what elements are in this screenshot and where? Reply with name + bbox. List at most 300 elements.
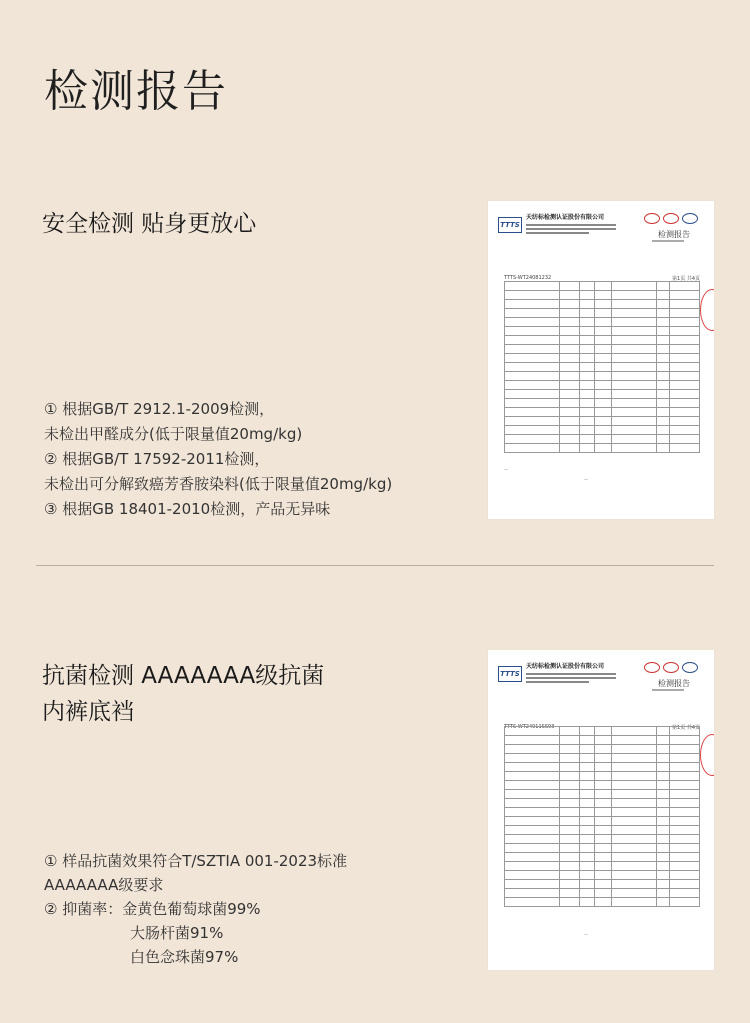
- report-table-row: [505, 745, 700, 754]
- report-table-cell: [560, 282, 580, 291]
- report-table-cell: [657, 417, 670, 426]
- report-table-cell: [657, 871, 670, 880]
- report-table-cell: [594, 309, 611, 318]
- report-table-cell: [669, 889, 699, 898]
- report-table-cell: [657, 318, 670, 327]
- report-table-cell: [505, 853, 560, 862]
- report-table-cell: [560, 309, 580, 318]
- report-table-cell: [560, 399, 580, 408]
- list-item: AAAAAAA级要求: [44, 876, 164, 894]
- report-table-cell: [594, 354, 611, 363]
- report-table-row: [505, 754, 700, 763]
- report-table-cell: [612, 889, 657, 898]
- report-table-cell: [594, 898, 611, 907]
- report-table-cell: [612, 417, 657, 426]
- report-table-cell: [669, 444, 699, 453]
- list-item: ① 样品抗菌效果符合T/SZTIA 001-2023标准: [44, 852, 348, 870]
- table-footnote: —: [504, 467, 508, 472]
- report-table-cell: [669, 318, 699, 327]
- report-table-cell: [612, 763, 657, 772]
- report-table-cell: [579, 745, 594, 754]
- report-table-cell: [505, 444, 560, 453]
- report-table-cell: [505, 426, 560, 435]
- report-table-cell: [657, 781, 670, 790]
- report-table-cell: [579, 300, 594, 309]
- report-table-cell: [612, 826, 657, 835]
- report-table-cell: [560, 853, 580, 862]
- report-table-cell: [505, 772, 560, 781]
- report-table-cell: [505, 736, 560, 745]
- report-table-cell: [657, 844, 670, 853]
- report-table-cell: [669, 309, 699, 318]
- report-table-cell: [579, 853, 594, 862]
- report-table-cell: [505, 381, 560, 390]
- report-table-cell: [560, 727, 580, 736]
- report-table-cell: [505, 372, 560, 381]
- report-table-row: [505, 426, 700, 435]
- report-table-cell: [657, 309, 670, 318]
- report-table-cell: [594, 408, 611, 417]
- seal-stamp: [700, 289, 714, 331]
- report-table-row: [505, 736, 700, 745]
- report-table-cell: [505, 763, 560, 772]
- report-table-cell: [594, 417, 611, 426]
- report-table-cell: [594, 336, 611, 345]
- table-end-mark: —: [584, 477, 588, 482]
- report-table-cell: [594, 327, 611, 336]
- report-table-cell: [505, 745, 560, 754]
- report-table-cell: [560, 372, 580, 381]
- report-table-cell: [505, 345, 560, 354]
- report-table-cell: [594, 790, 611, 799]
- report-table-cell: [612, 871, 657, 880]
- report-table-cell: [560, 417, 580, 426]
- report-table-row: [505, 790, 700, 799]
- report-table-row: [505, 435, 700, 444]
- report-title: 检测报告: [658, 679, 690, 688]
- report-table-cell: [560, 763, 580, 772]
- report-table-cell: [505, 880, 560, 889]
- report-table-cell: [594, 817, 611, 826]
- report-table-cell: [594, 853, 611, 862]
- report-table-cell: [669, 853, 699, 862]
- report-table-cell: [657, 363, 670, 372]
- report-table-cell: [657, 835, 670, 844]
- report-table-cell: [560, 745, 580, 754]
- report-table-cell: [612, 799, 657, 808]
- report-table-cell: [560, 300, 580, 309]
- report-table-cell: [669, 880, 699, 889]
- section2-list: [44, 849, 347, 969]
- report-table-cell: [560, 363, 580, 372]
- report-table-cell: [612, 381, 657, 390]
- report-table-cell: [579, 417, 594, 426]
- report-table-cell: [594, 399, 611, 408]
- report-table-row: [505, 880, 700, 889]
- report-table-cell: [560, 799, 580, 808]
- report-table-cell: [579, 345, 594, 354]
- report-table-cell: [505, 354, 560, 363]
- report-table-row: [505, 772, 700, 781]
- report-table-cell: [505, 790, 560, 799]
- report-table-cell: [612, 336, 657, 345]
- report-table-cell: [669, 408, 699, 417]
- report-table-cell: [560, 435, 580, 444]
- report-table-cell: [579, 354, 594, 363]
- report-table-cell: [669, 291, 699, 300]
- report-table-cell: [657, 826, 670, 835]
- report-table-cell: [669, 898, 699, 907]
- report-table-cell: [669, 727, 699, 736]
- report-number: TTTS-WT24081232: [504, 275, 552, 281]
- report-table-cell: [612, 736, 657, 745]
- report-table-cell: [594, 799, 611, 808]
- report-table-cell: [579, 727, 594, 736]
- report-table-cell: [505, 799, 560, 808]
- report-table-cell: [579, 871, 594, 880]
- report-table-cell: [657, 898, 670, 907]
- report-table-cell: [579, 817, 594, 826]
- report-table-cell: [612, 282, 657, 291]
- report-table-cell: [612, 318, 657, 327]
- report-table-row: [505, 808, 700, 817]
- seal-stamp: [700, 734, 714, 776]
- report-table-cell: [657, 754, 670, 763]
- report-table-cell: [505, 808, 560, 817]
- report-table-cell: [657, 889, 670, 898]
- report-table-cell: [669, 327, 699, 336]
- report-table-cell: [579, 763, 594, 772]
- report-table-cell: [612, 291, 657, 300]
- page-number: 第1页 共4页: [672, 725, 700, 731]
- report-table-row: [505, 826, 700, 835]
- report-table-cell: [505, 318, 560, 327]
- report-table-row: [505, 835, 700, 844]
- report-title: 检测报告: [658, 230, 690, 239]
- report-table-cell: [505, 408, 560, 417]
- report-table-cell: [657, 426, 670, 435]
- report-table-cell: [657, 444, 670, 453]
- report-table-cell: [594, 871, 611, 880]
- report-table-cell: [594, 835, 611, 844]
- report-table-cell: [657, 381, 670, 390]
- report-table-cell: [657, 880, 670, 889]
- report-table-cell: [612, 772, 657, 781]
- report-table-row: [505, 408, 700, 417]
- report-table-cell: [594, 736, 611, 745]
- report-table-cell: [505, 727, 560, 736]
- report-table-cell: [669, 736, 699, 745]
- ttts-logo: TTTS: [498, 217, 522, 233]
- report-table-cell: [657, 808, 670, 817]
- report-subtitle-line: [652, 689, 684, 691]
- report-table-cell: [594, 844, 611, 853]
- list-item: 未检出甲醛成分(低于限量值20mg/kg): [44, 425, 303, 443]
- report-table-cell: [657, 354, 670, 363]
- report-table-cell: [579, 444, 594, 453]
- report-table-cell: [560, 826, 580, 835]
- report-table-cell: [505, 309, 560, 318]
- report-table-row: [505, 844, 700, 853]
- report-table-cell: [560, 835, 580, 844]
- page-number: 第1页 共4页: [672, 276, 700, 282]
- section1-list: [44, 397, 392, 522]
- report-table-cell: [657, 300, 670, 309]
- report-table-cell: [669, 300, 699, 309]
- report-table-row: [505, 363, 700, 372]
- report-table-cell: [594, 727, 611, 736]
- report-table: [504, 726, 700, 907]
- report-table-cell: [612, 300, 657, 309]
- report-table-cell: [579, 781, 594, 790]
- report-table-cell: [657, 790, 670, 799]
- report-table-cell: [669, 763, 699, 772]
- report-table-cell: [657, 336, 670, 345]
- report-table-cell: [612, 781, 657, 790]
- report-table-cell: [669, 790, 699, 799]
- report-table-cell: [657, 291, 670, 300]
- report-table-cell: [669, 754, 699, 763]
- report-table-cell: [669, 799, 699, 808]
- report-table-cell: [579, 799, 594, 808]
- report-table-cell: [594, 745, 611, 754]
- report-table-cell: [579, 309, 594, 318]
- report-table-cell: [657, 853, 670, 862]
- certification-badges: [644, 662, 698, 673]
- report-subtitle-line: [652, 240, 684, 242]
- report-table-row: [505, 417, 700, 426]
- report-table-cell: [594, 372, 611, 381]
- report-table-cell: [669, 336, 699, 345]
- report-table-cell: [579, 318, 594, 327]
- report-table-cell: [505, 781, 560, 790]
- report-table-cell: [560, 871, 580, 880]
- report-image-1: [488, 201, 714, 519]
- org-subtext: [526, 671, 616, 685]
- report-table-cell: [594, 889, 611, 898]
- report-table-cell: [594, 435, 611, 444]
- report-table-cell: [594, 282, 611, 291]
- list-item: 未检出可分解致癌芳香胺染料(低于限量值20mg/kg): [44, 475, 393, 493]
- report-table-cell: [657, 745, 670, 754]
- report-table-cell: [560, 336, 580, 345]
- report-table-cell: [669, 817, 699, 826]
- report-table-cell: [505, 826, 560, 835]
- report-table-cell: [505, 390, 560, 399]
- report-table-cell: [612, 363, 657, 372]
- report-table-cell: [669, 381, 699, 390]
- report-table-cell: [612, 444, 657, 453]
- list-item: ① 根据GB/T 2912.1-2009检测，: [44, 400, 275, 418]
- report-table-cell: [657, 736, 670, 745]
- report-table-cell: [669, 772, 699, 781]
- report-table-cell: [669, 363, 699, 372]
- table-end-mark: —: [584, 932, 588, 937]
- report-table-cell: [579, 835, 594, 844]
- report-table-cell: [594, 808, 611, 817]
- report-table-cell: [505, 399, 560, 408]
- report-table-cell: [579, 898, 594, 907]
- report-table-cell: [612, 327, 657, 336]
- report-table-cell: [612, 853, 657, 862]
- report-table-row: [505, 381, 700, 390]
- report-table-cell: [560, 772, 580, 781]
- report-table-cell: [669, 390, 699, 399]
- report-table-cell: [594, 390, 611, 399]
- report-table-cell: [612, 844, 657, 853]
- report-table-cell: [594, 862, 611, 871]
- report-table-cell: [505, 417, 560, 426]
- report-table-cell: [612, 790, 657, 799]
- org-name: 天纺标检测认证股份有限公司: [526, 663, 605, 670]
- report-table-cell: [560, 327, 580, 336]
- section2-heading-line2: 内裤底裆: [42, 699, 134, 725]
- report-table-cell: [579, 889, 594, 898]
- report-table-row: [505, 889, 700, 898]
- report-table-cell: [594, 426, 611, 435]
- report-table-cell: [579, 291, 594, 300]
- report-table-cell: [669, 426, 699, 435]
- report-table-cell: [669, 781, 699, 790]
- report-table-cell: [669, 826, 699, 835]
- report-table-cell: [669, 835, 699, 844]
- report-table-row: [505, 282, 700, 291]
- report-table-cell: [612, 754, 657, 763]
- report-table-row: [505, 817, 700, 826]
- report-table-cell: [505, 844, 560, 853]
- report-table-row: [505, 444, 700, 453]
- report-table-cell: [579, 772, 594, 781]
- report-table-cell: [657, 390, 670, 399]
- report-table-cell: [505, 817, 560, 826]
- report-table-cell: [560, 889, 580, 898]
- ttts-logo: TTTS: [498, 666, 522, 682]
- report-table-cell: [594, 781, 611, 790]
- report-table-cell: [612, 399, 657, 408]
- list-item: ② 根据GB/T 17592-2011检测，: [44, 450, 270, 468]
- report-table-cell: [612, 808, 657, 817]
- report-table-cell: [612, 898, 657, 907]
- report-table-cell: [560, 390, 580, 399]
- report-table-cell: [505, 300, 560, 309]
- report-table-cell: [579, 327, 594, 336]
- report-table-cell: [594, 772, 611, 781]
- report-table-cell: [657, 862, 670, 871]
- report-table-cell: [505, 363, 560, 372]
- report-table-cell: [669, 435, 699, 444]
- report-table-cell: [505, 835, 560, 844]
- report-table-cell: [669, 354, 699, 363]
- report-table-cell: [579, 363, 594, 372]
- report-table-cell: [594, 300, 611, 309]
- report-table-cell: [594, 318, 611, 327]
- report-table-cell: [612, 817, 657, 826]
- report-table-cell: [594, 754, 611, 763]
- report-table-cell: [505, 871, 560, 880]
- report-table-cell: [612, 435, 657, 444]
- report-table-row: [505, 327, 700, 336]
- report-table-row: [505, 399, 700, 408]
- report-table-cell: [612, 309, 657, 318]
- report-table-cell: [579, 754, 594, 763]
- report-table-cell: [560, 754, 580, 763]
- report-table-cell: [560, 345, 580, 354]
- report-table-cell: [612, 835, 657, 844]
- report-table-cell: [579, 390, 594, 399]
- report-table-cell: [579, 381, 594, 390]
- report-table-cell: [560, 790, 580, 799]
- report-table-cell: [505, 282, 560, 291]
- org-subtext: [526, 222, 616, 236]
- report-table-row: [505, 799, 700, 808]
- report-table-cell: [657, 727, 670, 736]
- report-table-cell: [669, 808, 699, 817]
- report-table-cell: [505, 889, 560, 898]
- report-table-cell: [560, 817, 580, 826]
- report-table-row: [505, 862, 700, 871]
- report-table-cell: [560, 880, 580, 889]
- report-table-cell: [579, 862, 594, 871]
- report-table-cell: [669, 372, 699, 381]
- report-table-row: [505, 372, 700, 381]
- report-table-cell: [657, 345, 670, 354]
- report-table-cell: [594, 291, 611, 300]
- report-table-cell: [579, 336, 594, 345]
- report-table-cell: [669, 862, 699, 871]
- report-table-cell: [669, 844, 699, 853]
- report-table-row: [505, 781, 700, 790]
- report-table-cell: [560, 318, 580, 327]
- certification-badges: [644, 213, 698, 224]
- report-table-cell: [579, 826, 594, 835]
- report-table-row: [505, 354, 700, 363]
- section1-heading: 安全检测 贴身更放心: [42, 211, 257, 237]
- report-table-cell: [560, 808, 580, 817]
- report-table-cell: [612, 345, 657, 354]
- report-table-cell: [657, 408, 670, 417]
- report-table-cell: [505, 898, 560, 907]
- report-table-row: [505, 309, 700, 318]
- page-title: 检测报告: [44, 66, 228, 117]
- report-table-cell: [657, 772, 670, 781]
- list-item: 大肠杆菌91%: [130, 924, 224, 942]
- report-table-cell: [505, 862, 560, 871]
- report-table-cell: [560, 844, 580, 853]
- report-table-cell: [505, 291, 560, 300]
- org-name: 天纺标检测认证股份有限公司: [526, 214, 605, 221]
- list-item: ② 抑菌率：金黄色葡萄球菌99%: [44, 900, 261, 918]
- list-item: ③ 根据GB 18401-2010检测，产品无异味: [44, 500, 331, 518]
- report-table-cell: [560, 781, 580, 790]
- report-table-cell: [579, 736, 594, 745]
- report-table-row: [505, 336, 700, 345]
- report-table-row: [505, 763, 700, 772]
- report-table-cell: [579, 808, 594, 817]
- section-divider: [36, 565, 714, 566]
- report-table-row: [505, 727, 700, 736]
- report-table-cell: [579, 408, 594, 417]
- report-table-cell: [612, 408, 657, 417]
- report-table-cell: [669, 417, 699, 426]
- report-table-cell: [560, 862, 580, 871]
- report-table-cell: [612, 426, 657, 435]
- report-table-cell: [612, 745, 657, 754]
- report-number: TTTS-WT24011SS93: [504, 724, 555, 730]
- list-item: 白色念珠菌97%: [130, 948, 239, 966]
- report-table-row: [505, 898, 700, 907]
- section2-heading-line1: 抗菌检测 AAAAAAA级抗菌: [42, 663, 325, 689]
- report-table-cell: [505, 435, 560, 444]
